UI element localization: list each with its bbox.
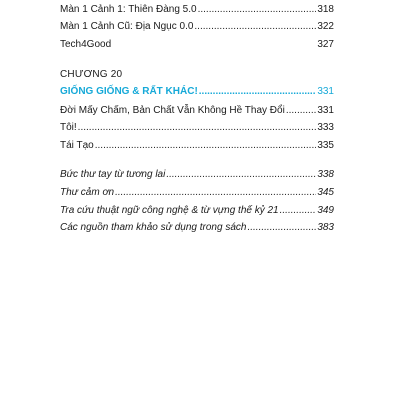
toc-entry-title: Thư cảm ơn — [60, 187, 115, 198]
toc-entry-page: 327 — [317, 39, 334, 50]
toc-entry-page: 322 — [317, 21, 334, 32]
toc-leader-dots — [198, 4, 317, 16]
toc-entry-page: 349 — [317, 205, 334, 216]
toc-entry-title: Tra cứu thuật ngữ công nghệ & từ vựng thế kỷ 21 — [60, 205, 279, 216]
chapter-heading-page: 331 — [317, 86, 334, 97]
toc-entry — [60, 105, 334, 117]
toc-entry-title: Màn 1 Cảnh 1: Thiên Đàng 5.0 — [60, 4, 197, 15]
toc-leader-dots — [286, 105, 316, 117]
toc-leader-dots — [194, 21, 316, 33]
toc-entry — [60, 205, 334, 217]
toc-entry — [60, 21, 334, 33]
toc-entry-title: Bức thư tay từ tương lai — [60, 169, 166, 180]
toc-leader-dots — [280, 205, 317, 217]
toc-entry-page: 333 — [317, 122, 334, 133]
toc-entry-page: 335 — [317, 140, 334, 151]
toc-entry-title: Tái Tạo — [60, 140, 94, 151]
toc-entry — [60, 4, 334, 16]
toc-entry-page: 318 — [317, 4, 334, 15]
toc-entry-page: 331 — [317, 105, 334, 116]
toc-entry-title: Tôi! — [60, 122, 77, 133]
chapter-heading — [60, 86, 334, 98]
toc-entry-page: 345 — [317, 187, 334, 198]
toc-entry — [60, 187, 334, 199]
toc-leader-dots — [115, 187, 316, 199]
toc-entry-title: Các nguồn tham khảo sử dụng trong sách — [60, 222, 247, 233]
toc-entry — [60, 39, 334, 51]
toc-leader-dots — [166, 169, 316, 181]
toc-entry — [60, 122, 334, 134]
chapter-label: CHƯƠNG 20 — [60, 69, 123, 80]
toc-entry-page: 383 — [317, 222, 334, 233]
toc-leader-dots — [78, 122, 317, 134]
toc-entry — [60, 169, 334, 181]
chapter-heading-title: GIỐNG GIỐNG & RẤT KHÁC! — [60, 86, 198, 97]
toc-entry-title: Tech4Good — [60, 39, 112, 50]
toc-entry-title: Màn 1 Cảnh Cũ: Địa Ngục 0.0 — [60, 21, 194, 32]
toc-entry — [60, 140, 334, 152]
toc-leader-dots — [95, 140, 317, 152]
toc-leader-dots — [247, 222, 316, 234]
toc-entry — [60, 222, 334, 234]
toc-entry-title: Đời Mấy Chấm, Bản Chất Vẫn Không Hề Thay Đổi — [60, 105, 285, 116]
toc-leader-dots — [199, 86, 317, 98]
toc-entry-page: 338 — [317, 169, 334, 180]
